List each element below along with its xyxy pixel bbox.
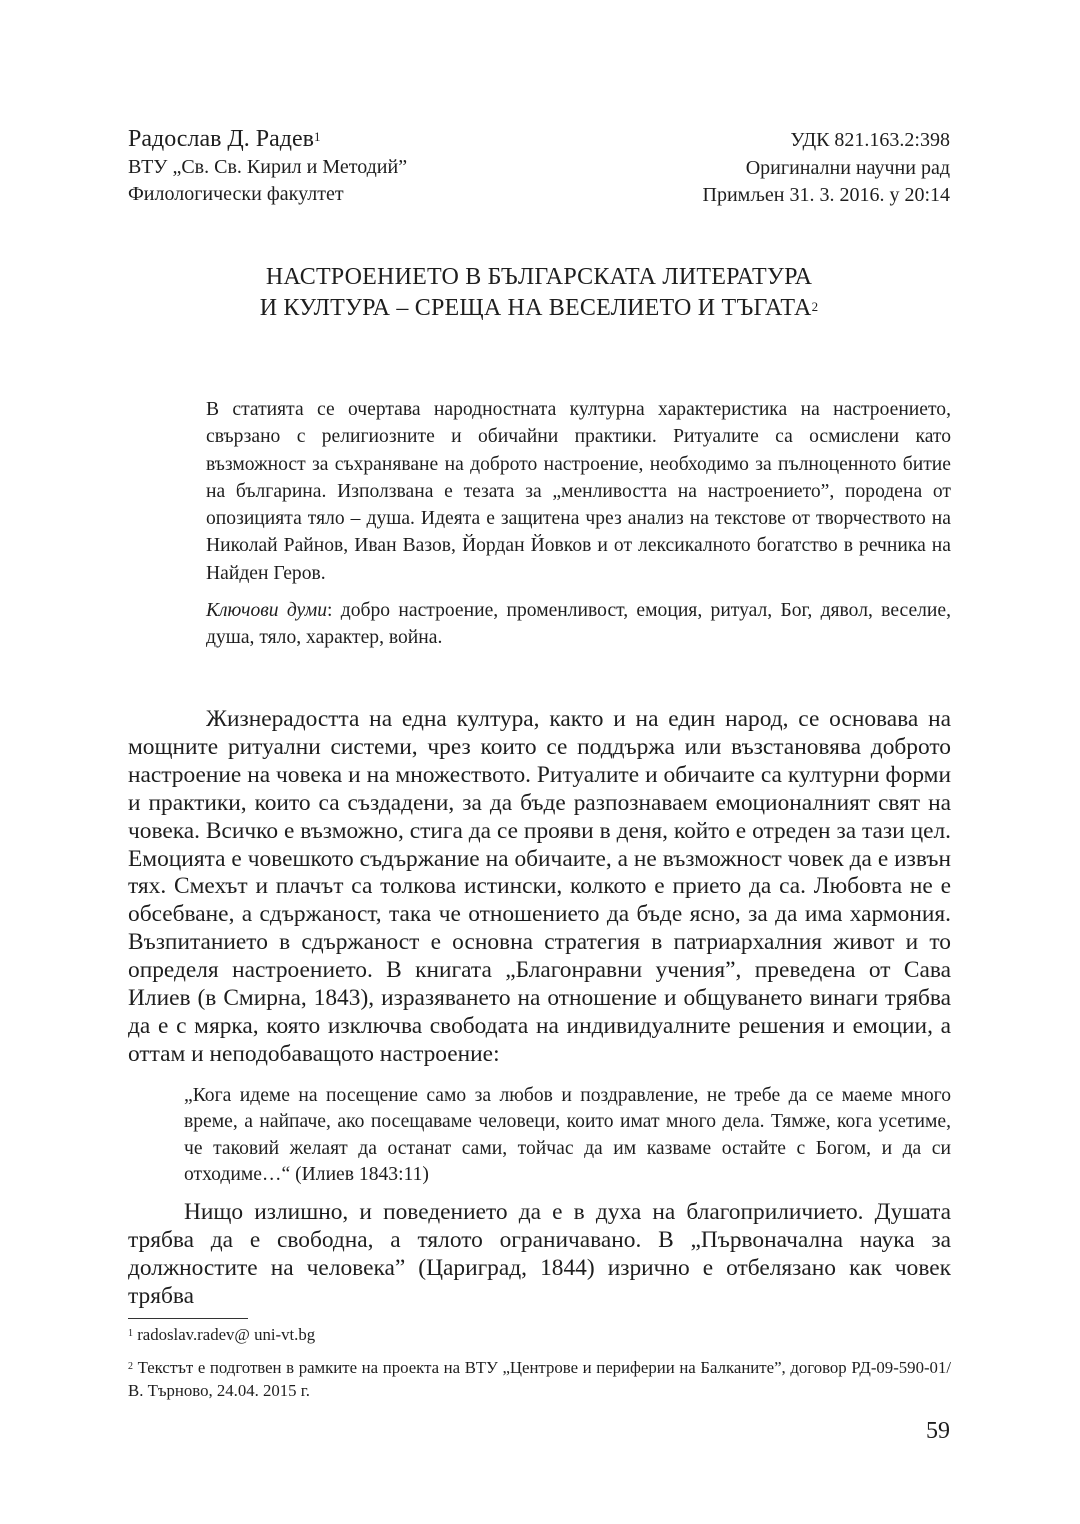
footnote-1-text: radoslav.radev@ uni-vt.bg <box>137 1325 316 1344</box>
abstract-text: В статията се очертава народностната културна характеристика на настроението, свързано с религиозните и обичайни практики. Ритуалите са осмислени като възможност за съхраняване на доброто настроение, необходимо за пълноценното битие на българина. Използвана е тезата за „менливостта на настроението”, породена от опозицията тяло – душа. Идеята е защитена чрез анализ на текстове от творчеството на Николай Райнов, Иван Вазов, Йордан Йовков и от лексикалното богатство в речника на Найден Геров. <box>206 399 951 584</box>
article-title <box>128 262 950 324</box>
title-line-1: НАСТРОЕНИЕТО В БЪЛГАРСКАТА ЛИТЕРАТУРА <box>265 264 813 290</box>
keywords-label: Ключови думи <box>206 600 328 622</box>
author-name: Радослав Д. Радев <box>128 126 314 152</box>
article-body <box>128 706 951 1311</box>
keywords-list: : добро настроение, променливост, емоция, ритуал, Бог, дявол, веселие, душа, тяло, характер, война. <box>206 600 951 649</box>
udc-code: УДК 821.163.2:398 <box>790 129 950 151</box>
footnote-divider <box>128 1318 248 1319</box>
footnote-2 <box>128 1356 951 1402</box>
author-block <box>128 124 548 208</box>
block-quote: „Кога идеме на посещение само за любов и поздравление, не требе да се маеме много време, а найпаче, ако посещаваме человеци, които имат много дела. Тямже, кога усетиме, че таковий желаят да останат сами, тойчас да им казваме остайте с Богом, и да си отходиме…“ (Илиев 1843:11) <box>184 1084 951 1185</box>
author-affiliation: ВТУ „Св. Св. Кирил и Методий” <box>128 156 408 178</box>
body-paragraph-2: Нищо излишно, и поведението да е в духа на благоприличието. Душата трябва да е свободна, а тялото ограничавано. В „Първоначална наука за должностите на человека” (Цариград, 1844) изрично е отбелязано как човек трябва <box>128 1199 951 1310</box>
title-footnote-mark: 2 <box>811 299 819 314</box>
abstract <box>206 396 951 652</box>
publication-meta-block <box>530 124 950 209</box>
page-number: 59 <box>926 1418 950 1444</box>
title-line-2: И КУЛТУРА – СРЕЩА НА ВЕСЕЛИЕТО И ТЪГАТА <box>259 295 812 321</box>
keywords <box>206 597 951 652</box>
footnote-1-mark: 1 <box>128 1328 133 1339</box>
footnote-2-mark: 2 <box>128 1361 133 1372</box>
footnote-1 <box>128 1323 951 1346</box>
author-footnote-mark: 1 <box>314 129 321 144</box>
author-faculty: Филологически факултет <box>128 183 344 205</box>
title-line-2-wrap <box>128 293 950 324</box>
body-paragraph-1: Жизнерадостта на една култура, както и на един народ, се основава на мощните ритуални системи, чрез които се поддържа или възстановява доброто настроение на човека и на множеството. Ритуалите и обичаите са културни форми и практики, които са създадени, за да бъде разпознаваем емоционалният свят на човека. Всичко е възможно, стига да се прояви в деня, който е отреден за тази цел. Емоцията е човешкото съдържание на обичаите, а не възможност човек да е извън тях. Смехът и плачът са толкова истински, колкото е прието да са. Любовта не е обсебване, а сдържаност, така че отношението да бъде ясно, за да има хармония. Възпитанието в сдържаност е основна стратегия в патриархалния живот и то определя настроението. В книгата „Благонравни учения”, преведена от Сава Илиев (в Смирна, 1843), изразяването на отношение и общуването винаги трябва да е с мярка, която изключва свободата на индивидуалните решения и емоции, а оттам и неподобаващото настроение: <box>128 706 951 1067</box>
received-date: Примљен 31. 3. 2016. у 20:14 <box>702 184 950 206</box>
paper-type: Оригинални научни рад <box>745 157 950 179</box>
author-name-line <box>128 124 548 154</box>
footnote-2-text: Текстът е подготвен в рамките на проекта на ВТУ „Центрове и периферии на Балканите”, договор РД-09-590-01/В. Търново, 24.04. 2015 г. <box>128 1358 951 1400</box>
